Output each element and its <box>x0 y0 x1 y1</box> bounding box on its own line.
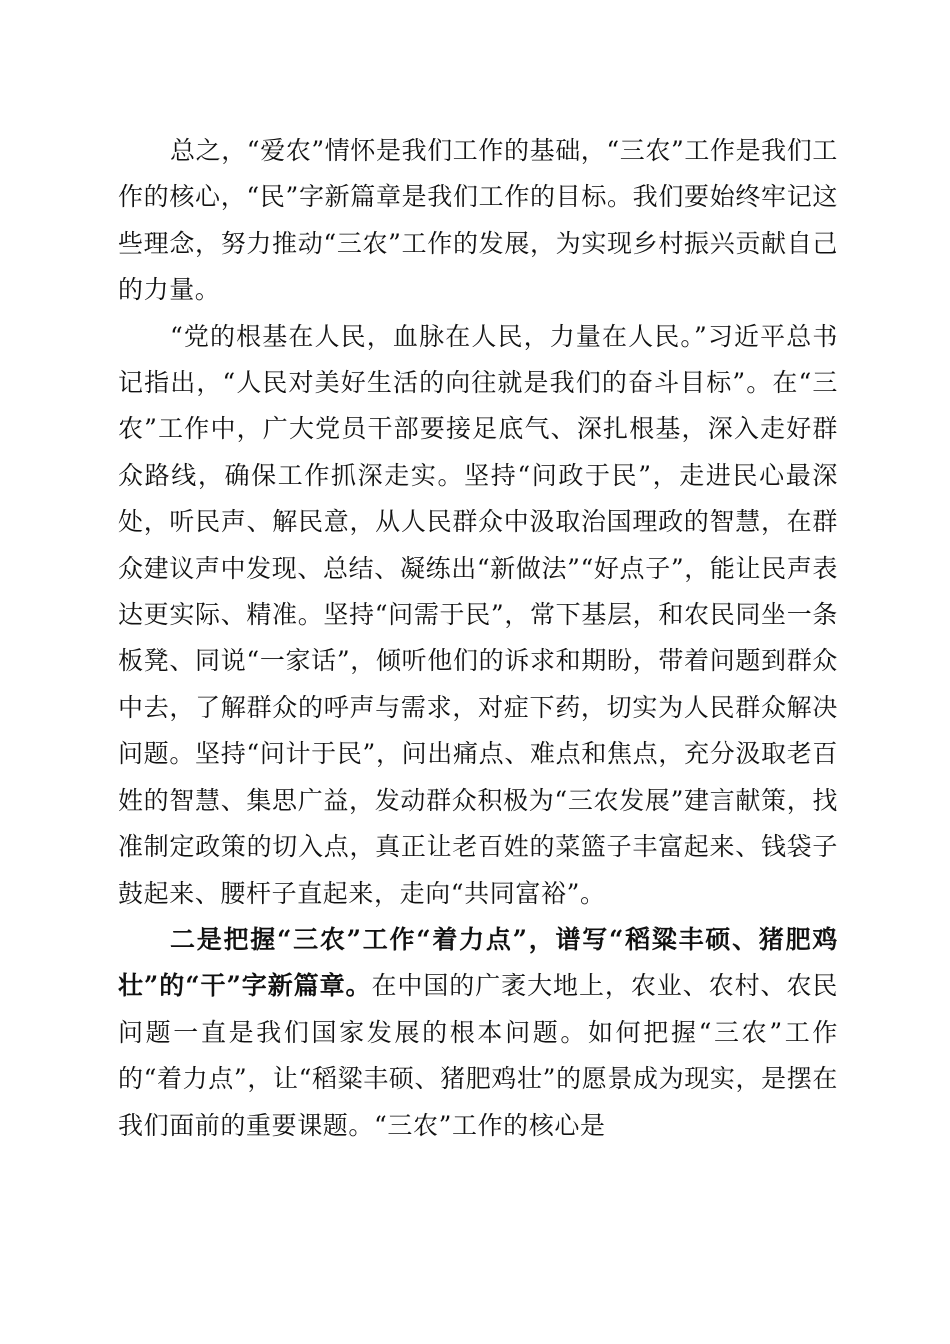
document-body <box>118 128 838 1149</box>
paragraph-summary-text: 总之，“爱农”情怀是我们工作的基础，“三农”工作是我们工作的核心，“民”字新篇章是我们工作的目标。我们要始终牢记这些理念，努力推动“三农”工作的发展，为实现乡村振兴贡献自己的力量。 <box>118 136 838 305</box>
paragraph-people-text: “党的根基在人民，血脉在人民，力量在人民。”习近平总书记指出，“人民对美好生活的向往就是我们的奋斗目标”。在“三农”工作中，广大党员干部要接足底气、深扎根基，深入走好群众路线，确保工作抓深走实。坚持“问政于民”，走进民心最深处，听民声、解民意，从人民群众中汲取治国理政的智慧，在群众建议声中发现、总结、凝练出“新做法”“好点子”，能让民声表达更实际、精准。坚持“问需于民”，常下基层，和农民同坐一条板凳、同说“一家话”，倾听他们的诉求和期盼，带着问题到群众中去，了解群众的呼声与需求，对症下药，切实为人民群众解决问题。坚持“问计于民”，问出痛点、难点和焦点，充分汲取老百姓的智慧、集思广益，发动群众积极为“三农发展”建言献策，找准制定政策的切入点，真正让老百姓的菜篮子丰富起来、钱袋子鼓起来、腰杆子直起来，走向“共同富裕”。 <box>118 321 838 908</box>
paragraph-summary <box>118 128 838 314</box>
paragraph-section-two <box>118 917 838 1149</box>
section-two-heading: 二是把握“三农”工作“着力点”，谱写“稻粱丰硕、猪肥鸡壮”的“干”字新篇章。 <box>118 924 838 1001</box>
section-two-body: 在中国的广袤大地上，农业、农村、农民问题一直是我们国家发展的根本问题。如何把握“三农”工作的“着力点”，让“稻粱丰硕、猪肥鸡壮”的愿景成为现实，是摆在我们面前的重要课题。“三农”工作的核心是 <box>118 971 838 1140</box>
paragraph-people <box>118 314 838 917</box>
